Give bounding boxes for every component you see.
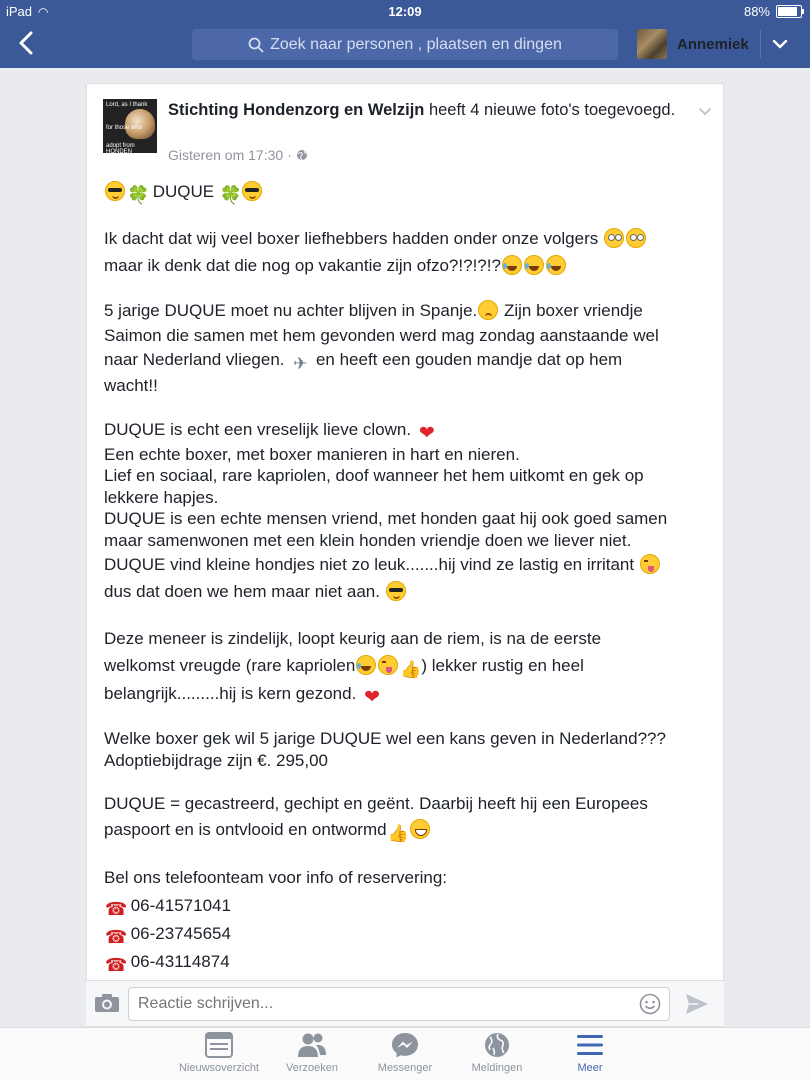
grinning-emoji-icon: [410, 819, 430, 839]
battery-percent: 88%: [743, 4, 770, 19]
search-placeholder: Zoek naar personen , plaatsen en dingen: [270, 35, 562, 53]
device-label: iPad ◠: [6, 4, 49, 19]
paragraph: 5 jarige DUQUE moet nu achter blijven in Spanje. Zijn boxer vriendje Saimon die samen met hem gevonden werd mag zondag aanstaande wel naar Nederland vliegen. ✈ en heeft een gouden mandje dat op hem wacht!!: [104, 301, 659, 395]
laughing-emoji-icon: [546, 255, 566, 275]
search-icon: [248, 37, 264, 53]
airplane-emoji-icon: ✈: [293, 354, 308, 373]
chevron-down-icon: [770, 34, 790, 54]
clover-emoji-icon: 🍀: [219, 185, 243, 205]
thumbs-up-emoji-icon: 👍: [400, 660, 422, 679]
profile-shortcut[interactable]: [637, 29, 749, 59]
sunglasses-emoji-icon: [386, 581, 406, 601]
messenger-icon: [390, 1031, 420, 1059]
emoji-picker-button[interactable]: [639, 993, 661, 1020]
wifi-icon: ◠: [38, 5, 49, 19]
news-feed-icon: [204, 1031, 234, 1059]
laughing-emoji-icon: [502, 255, 522, 275]
back-button[interactable]: [12, 28, 42, 58]
divider: [760, 30, 761, 58]
paragraph: DUQUE = gecastreerd, gechipt en geënt. Daarbij heeft hij een Europees paspoort en is ontvlooid en ontwormd👍: [104, 794, 648, 843]
post-timestamp[interactable]: Gisteren om 17:30: [168, 147, 284, 163]
camera-button[interactable]: [94, 992, 120, 1019]
meta-separator: ·: [287, 147, 292, 163]
post-title: DUQUE: [152, 182, 215, 201]
sunglasses-emoji-icon: [242, 181, 262, 201]
globe-privacy-icon: [296, 149, 308, 161]
phone-number: 06-41571041: [126, 896, 231, 915]
profile-name: Annemiek: [677, 35, 749, 53]
chevron-down-icon: [697, 104, 713, 120]
post-title-line: [104, 178, 714, 205]
heart-emoji-icon: ❤: [418, 422, 435, 444]
paragraph: DUQUE is echt een vreselijk lieve clown. ❤ Een echte boxer, met boxer manieren in hart en nieren. Lief en sociaal, rare kapriolen, doof wanneer het hem uitkomt en gek op lekkere hapjes. DUQUE is een echte mensen vriend, met honden gaat hij ook goed samen maar samenwonen met een klein honden vriendje doen we liever niet. DUQUE vind kleine hondjes niet zo leuk.......hij vind ze lastig en irritant dus dat doen we hem maar niet aan.: [104, 419, 668, 601]
post-action-text: heeft 4 nieuwe foto's toegevoegd.: [424, 101, 676, 119]
tab-requests[interactable]: Verzoeken: [262, 1031, 362, 1074]
phone-number: 06-23745654: [126, 924, 231, 943]
account-menu-button[interactable]: [770, 34, 790, 59]
chevron-left-icon: [12, 28, 42, 58]
menu-icon: [575, 1031, 605, 1059]
telephone-emoji-icon: ☎: [105, 927, 128, 947]
smiley-icon: [639, 993, 661, 1015]
flushed-emoji-icon: [604, 228, 624, 248]
flushed-emoji-icon: [626, 228, 646, 248]
heart-emoji-icon: ❤: [364, 687, 380, 708]
paragraph: Welke boxer gek wil 5 jarige DUQUE wel een kans geven in Nederland??? Adoptiebijdrage zijn €. 295,00: [104, 729, 666, 770]
sunglasses-emoji-icon: [105, 181, 125, 201]
battery-status: [744, 4, 802, 19]
paragraph: Deze meneer is zindelijk, loopt keurig aan de riem, is na de eerste welkomst vreugde (rare kapriolen 👍) lekker rustig en heel belangrijk.........hij is kern gezond. ❤: [104, 629, 602, 708]
clock: 12:09: [388, 4, 422, 19]
post-meta: [168, 147, 308, 163]
telephone-emoji-icon: ☎: [105, 899, 128, 919]
battery-icon: [776, 5, 802, 18]
paragraph: Bel ons telefoonteam voor info of reservering: ☎ 06-41571041 ☎ 06-23745654 ☎ 06-43114874: [104, 868, 448, 975]
paragraph: Ik dacht dat wij veel boxer liefhebbers hadden onder onze volgers maar ik denk dat die nog op vakantie zijn ofzo?!?!?!?: [104, 225, 714, 279]
camera-icon: [94, 992, 120, 1014]
phone-number: 06-43114874: [126, 952, 230, 971]
laughing-emoji-icon: [524, 255, 544, 275]
winking-tongue-emoji-icon: [378, 655, 398, 675]
battery-fill: [778, 7, 797, 16]
thumbs-up-emoji-icon: 👍: [387, 824, 409, 843]
sad-emoji-icon: [478, 300, 498, 320]
post-options-button[interactable]: [697, 104, 713, 125]
status-bar: [0, 0, 810, 22]
post-header: [168, 100, 688, 121]
comment-input[interactable]: [128, 987, 670, 1021]
tab-notifications[interactable]: Meldingen: [447, 1031, 547, 1074]
clover-emoji-icon: 🍀: [127, 185, 150, 205]
send-icon: [684, 992, 710, 1016]
search-input[interactable]: [192, 29, 618, 60]
winking-tongue-emoji-icon: [640, 554, 660, 574]
post-body: [104, 178, 714, 976]
friends-icon: [296, 1031, 328, 1059]
page-name-link[interactable]: Stichting Hondenzorg en Welzijn: [168, 101, 425, 119]
globe-icon: [482, 1031, 512, 1059]
send-button[interactable]: [684, 992, 710, 1021]
dog-photo: [125, 109, 155, 139]
tab-messenger[interactable]: Messenger: [355, 1031, 455, 1074]
tab-news-feed[interactable]: Nieuwsoverzicht: [169, 1031, 269, 1074]
telephone-emoji-icon: ☎: [105, 955, 128, 975]
avatar: [637, 29, 667, 59]
page-profile-picture[interactable]: Lord, as I thank for those who adopt from HONDEN: [103, 99, 157, 153]
tab-more[interactable]: Meer: [540, 1031, 640, 1074]
laughing-emoji-icon: [356, 655, 376, 675]
